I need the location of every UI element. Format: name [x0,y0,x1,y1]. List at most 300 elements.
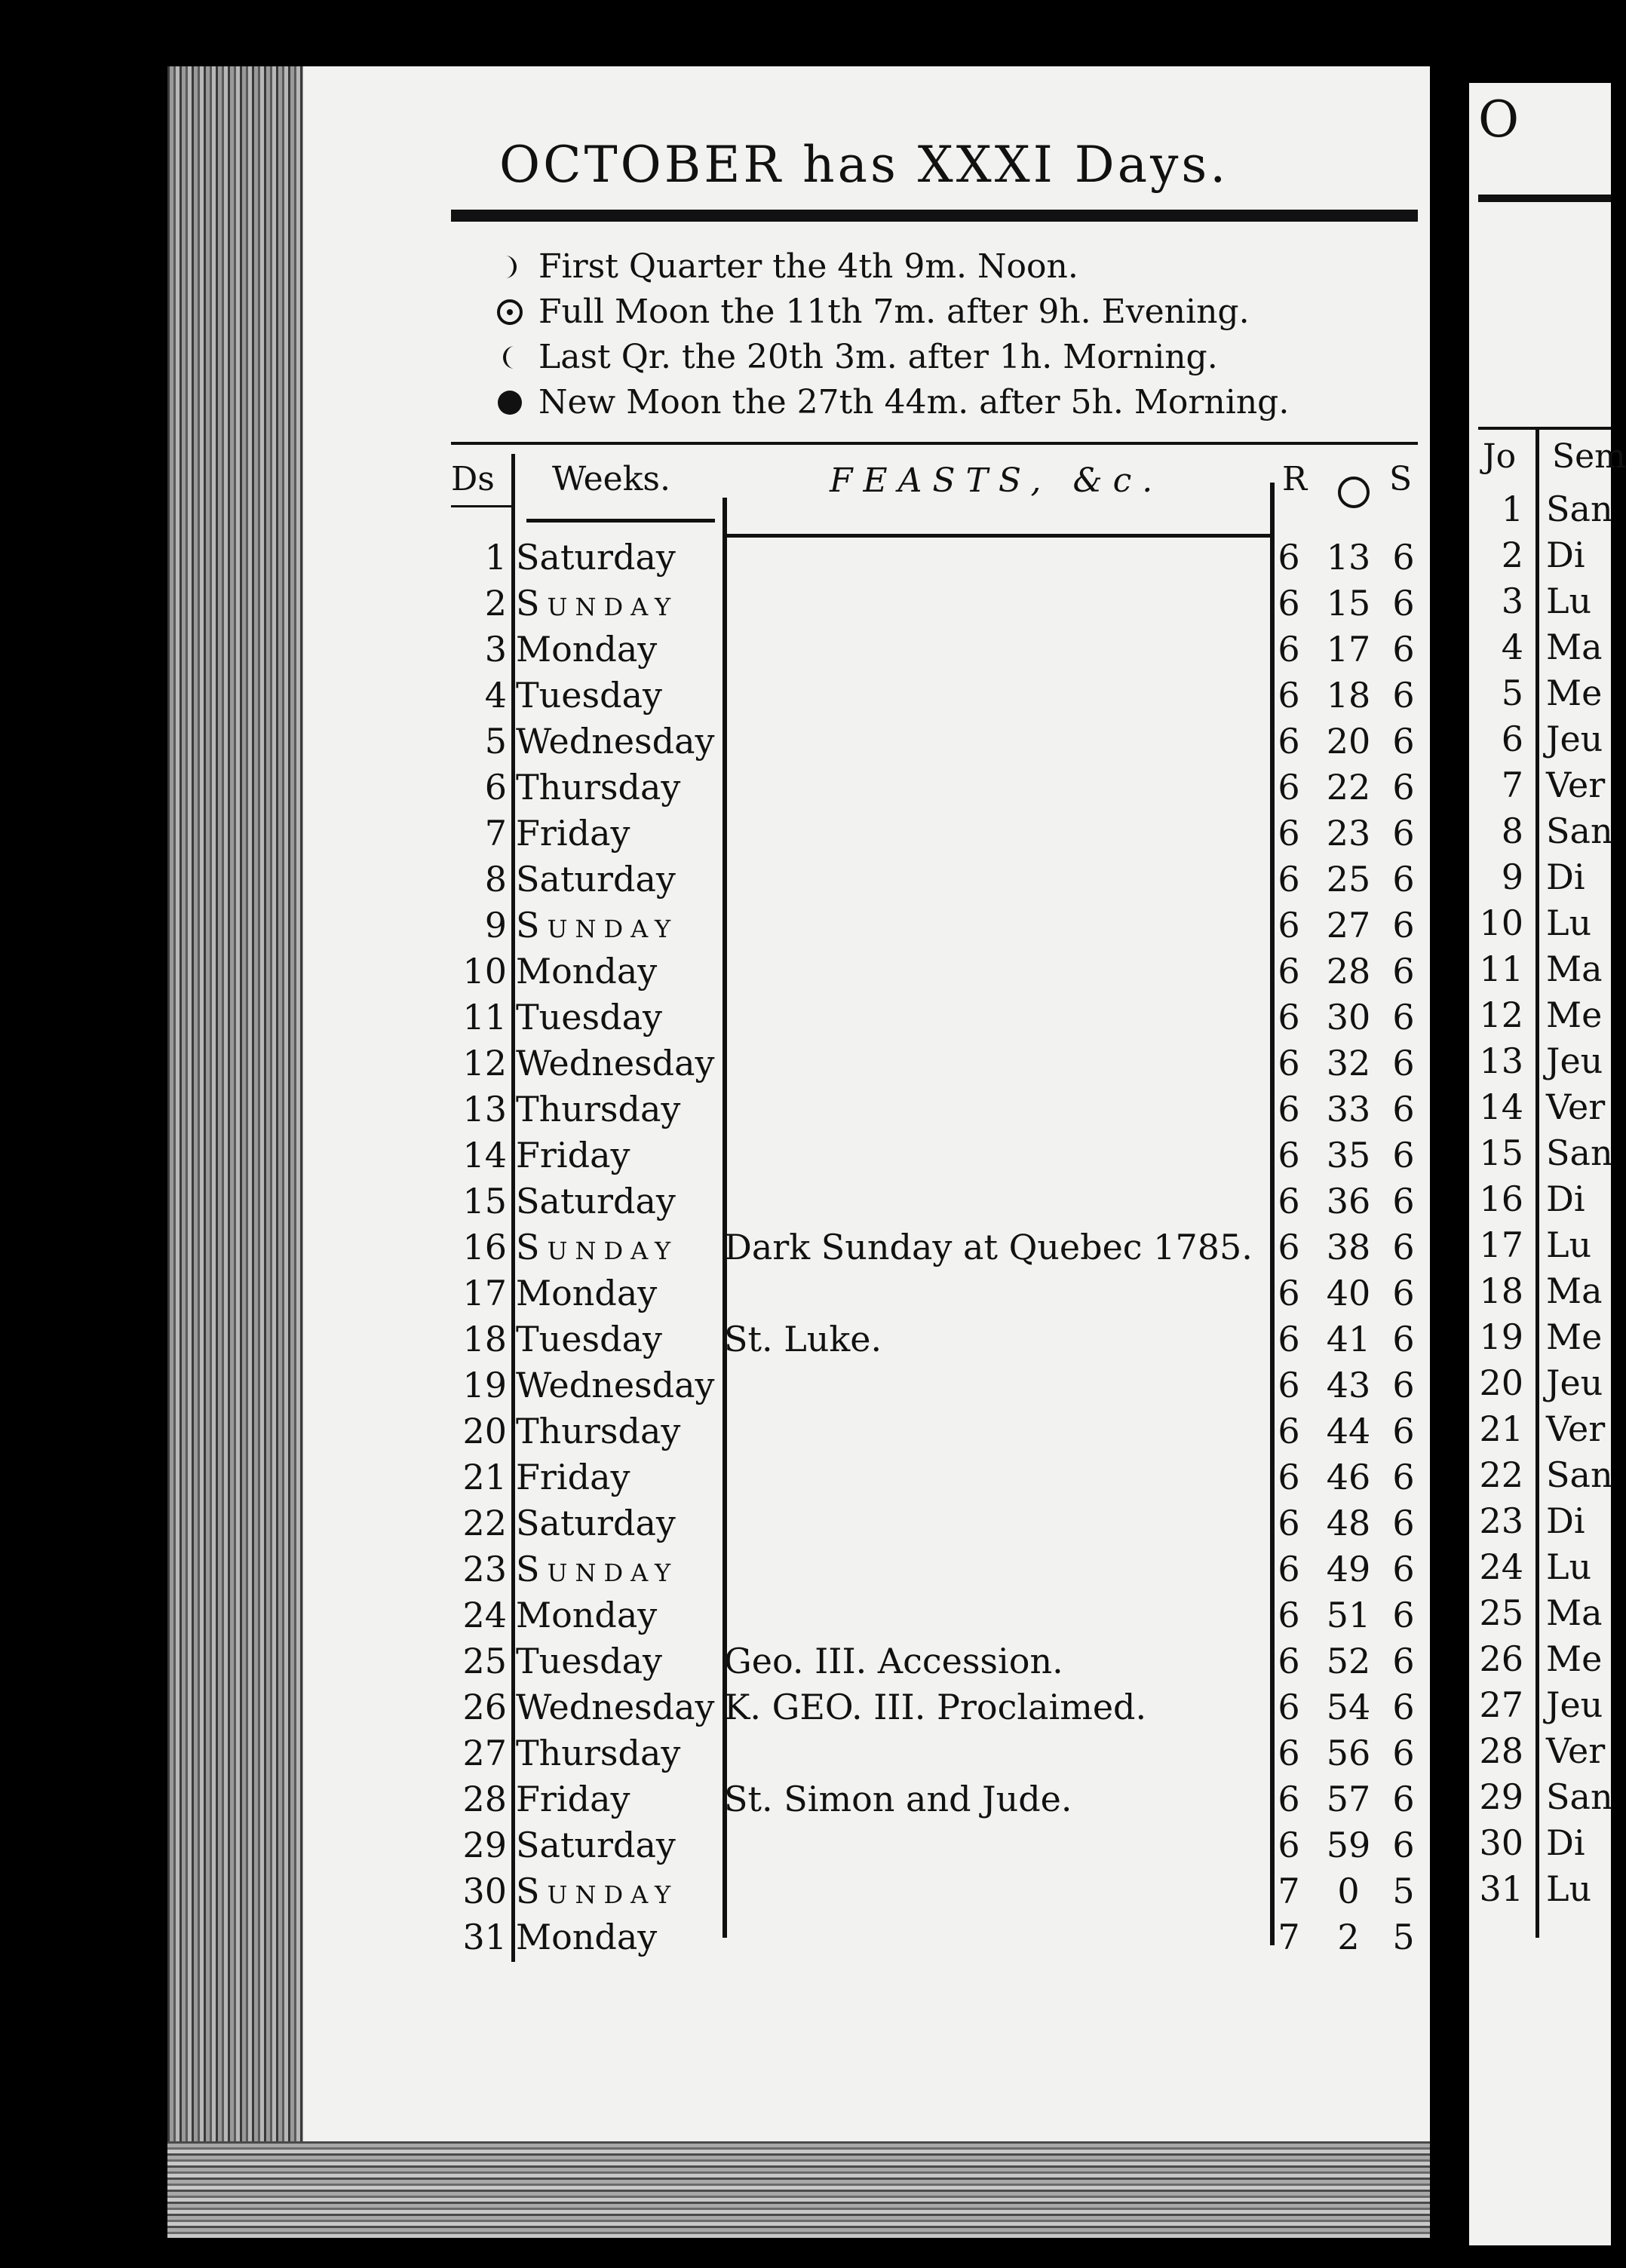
facing-day-number: 2 [1501,535,1523,575]
facing-calendar-row [1478,1362,1603,1408]
sunrise-hour: 6 [1278,767,1300,808]
facing-weekday: Ver [1546,1408,1606,1449]
sun-minutes: 52 [1326,1641,1371,1681]
sun-minutes: 41 [1326,1319,1371,1359]
day-number: 9 [484,905,507,946]
facing-calendar-row [1478,857,1585,902]
day-number: 30 [462,1871,507,1911]
facing-weekday: Ma [1546,1270,1603,1311]
facing-day-number: 4 [1501,627,1523,667]
sunrise-hour: 6 [1278,997,1300,1037]
day-number: 26 [462,1687,507,1727]
moon-phase-text: First Quarter the 4th 9m. Noon. [538,247,1078,286]
day-number: 3 [484,629,507,670]
weekday: Monday [516,951,658,991]
sun-minutes: 0 [1337,1871,1360,1911]
book-gutter [1430,30,1469,2254]
sunset-hour: 6 [1392,1733,1415,1773]
weekday: Monday [516,1595,658,1635]
sunset-hour: 6 [1392,1595,1415,1635]
sunrise-hour: 6 [1278,1089,1300,1129]
facing-weekday: Lu [1546,903,1592,943]
facing-day-number: 27 [1479,1684,1523,1725]
facing-day-number: 29 [1479,1776,1523,1817]
day-number: 14 [462,1135,507,1175]
calendar-row [422,629,1418,674]
facing-calendar-row [1478,489,1613,534]
sunrise-hour: 6 [1278,1641,1300,1681]
header-set: S [1389,460,1413,498]
facing-day-number: 5 [1501,673,1523,713]
facing-calendar-row [1478,1316,1602,1362]
sunrise-hour: 6 [1278,629,1300,670]
day-number: 2 [484,583,507,624]
day-number: 13 [462,1089,507,1129]
facing-calendar-row [1478,1776,1613,1822]
sun-minutes: 17 [1326,629,1371,670]
day-number: 20 [462,1411,507,1451]
day-number: 5 [484,721,507,762]
day-number: 29 [462,1825,507,1865]
day-number: 24 [462,1595,507,1635]
facing-weekday: Ver [1546,1086,1606,1127]
calendar-row [422,767,1418,812]
facing-calendar-row [1478,1132,1613,1178]
sunset-hour: 6 [1392,813,1415,854]
weekday: Monday [516,1273,658,1313]
facing-weekday: Lu [1546,1868,1592,1909]
sun-minutes: 57 [1326,1779,1371,1819]
sun-minutes: 43 [1326,1365,1371,1405]
calendar-row [422,997,1418,1042]
facing-calendar-row [1478,1178,1585,1224]
facing-calendar-row [1478,811,1613,856]
day-number: 15 [462,1181,507,1221]
day-number: 1 [484,537,507,578]
facing-calendar-row [1478,949,1603,994]
sunrise-hour: 6 [1278,1457,1300,1497]
weekday: Saturday [516,1825,676,1865]
weekday: Friday [516,1135,630,1175]
facing-header-rule [1478,427,1611,430]
sunset-hour: 6 [1392,1549,1415,1589]
facing-calendar-row [1478,673,1602,718]
sunrise-hour: 6 [1278,951,1300,991]
sun-minutes: 56 [1326,1733,1371,1773]
weekday: Monday [516,629,658,670]
sunrise-hour: 6 [1278,1181,1300,1221]
facing-day-number: 24 [1479,1546,1523,1587]
moon-phase-full-moon [496,293,1250,331]
facing-weekday: Lu [1546,1546,1592,1587]
calendar-row [422,1687,1418,1732]
sun-minutes: 2 [1337,1917,1360,1957]
sunset-hour: 6 [1392,537,1415,578]
weekday: Thursday [516,1411,681,1451]
sunset-hour: 6 [1392,1687,1415,1727]
facing-calendar-row [1478,1730,1605,1776]
weeks-rule [526,519,715,523]
sunrise-hour: 7 [1278,1917,1300,1957]
sunrise-hour: 6 [1278,721,1300,762]
sun-minutes: 40 [1326,1273,1371,1313]
sunset-hour: 6 [1392,721,1415,762]
feast: St. Simon and Jude. [724,1779,1072,1819]
facing-day-number: 14 [1479,1086,1523,1127]
sun-minutes: 36 [1326,1181,1371,1221]
sunrise-hour: 7 [1278,1871,1300,1911]
page-title: OCTOBER has XXXI Days. [499,136,1229,194]
day-number: 10 [462,951,507,991]
day-number: 6 [484,767,507,808]
sun-minutes: 32 [1326,1043,1371,1083]
facing-day-number: 11 [1479,949,1523,989]
facing-calendar-row [1478,719,1603,764]
calendar-row [422,1871,1418,1916]
facing-calendar-row [1478,1822,1585,1868]
facing-day-number: 12 [1479,995,1523,1035]
calendar-row [422,1411,1418,1456]
feast: Dark Sunday at Quebec 1785. [724,1227,1253,1267]
ds-header-rule [451,505,511,507]
calendar-row [422,1733,1418,1778]
facing-calendar-row [1478,1086,1605,1132]
sun-minutes: 25 [1326,859,1371,900]
facing-weekday: Ma [1546,949,1603,989]
weekday: Thursday [516,767,681,808]
facing-weekday: Jeu [1546,1362,1603,1403]
sun-minutes: 44 [1326,1411,1371,1451]
header-rise: R [1282,460,1308,498]
sunset-hour: 6 [1392,1319,1415,1359]
sunrise-hour: 6 [1278,1411,1300,1451]
calendar-row [422,1181,1418,1226]
sunset-hour: 6 [1392,905,1415,946]
sun-minutes: 46 [1326,1457,1371,1497]
day-number: 8 [484,859,507,900]
moon-phase-last-quarter [496,338,1218,376]
day-number: 28 [462,1779,507,1819]
facing-day-number: 3 [1501,581,1523,621]
weekday: Tuesday [516,675,662,716]
weekday: Wednesday [516,1687,715,1727]
weekday: Sunday [516,1549,679,1589]
sun-minutes: 27 [1326,905,1371,946]
day-number: 12 [462,1043,507,1083]
sun-minutes: 59 [1326,1825,1371,1865]
facing-day-number: 26 [1479,1638,1523,1679]
sunset-hour: 5 [1392,1917,1415,1957]
title-rule [451,210,1418,222]
calendar-row [422,951,1418,996]
sun-minutes: 18 [1326,675,1371,716]
facing-calendar-row [1478,581,1591,626]
calendar-row [422,1549,1418,1594]
facing-calendar-row [1478,765,1605,810]
moon-phase-first-quarter [496,247,1078,286]
sunset-hour: 6 [1392,1503,1415,1543]
sunset-hour: 6 [1392,1181,1415,1221]
weekday: Saturday [516,1181,676,1221]
calendar-row [422,1825,1418,1870]
sunset-hour: 6 [1392,767,1415,808]
facing-weekday: Di [1546,1178,1585,1219]
calendar-row [422,1779,1418,1824]
sunrise-hour: 6 [1278,675,1300,716]
calendar-row [422,859,1418,904]
sunset-hour: 6 [1392,1779,1415,1819]
facing-weekday: Lu [1546,1224,1592,1265]
facing-weekday: Di [1546,535,1585,575]
sunset-hour: 6 [1392,1043,1415,1083]
sunrise-hour: 6 [1278,537,1300,578]
calendar-row [422,1917,1418,1962]
weekday: Tuesday [516,1319,662,1359]
day-number: 11 [462,997,507,1037]
sunset-hour: 6 [1392,675,1415,716]
weekday: Thursday [516,1089,681,1129]
facing-calendar-row [1478,1684,1603,1730]
facing-calendar-row [1478,1224,1591,1270]
weekday: Saturday [516,1503,676,1543]
weekday: Saturday [516,859,676,900]
sunset-hour: 6 [1392,1825,1415,1865]
facing-day-number: 22 [1479,1454,1523,1495]
calendar-row [422,537,1418,582]
sun-minutes: 23 [1326,813,1371,854]
facing-calendar-row [1478,1592,1603,1638]
sun-minutes: 49 [1326,1549,1371,1589]
facing-calendar-row [1478,627,1603,672]
facing-day-number: 7 [1501,765,1523,805]
sunset-hour: 6 [1392,1227,1415,1267]
facing-header-days: Jo [1483,437,1517,476]
facing-day-number: 20 [1479,1362,1523,1403]
sunset-hour: 6 [1392,1135,1415,1175]
sunrise-hour: 6 [1278,1319,1300,1359]
day-number: 7 [484,813,507,854]
sunrise-hour: 6 [1278,1825,1300,1865]
facing-day-number: 13 [1479,1041,1523,1081]
facing-calendar-row [1478,1868,1591,1914]
sunset-hour: 5 [1392,1871,1415,1911]
header-days: Ds [451,460,495,498]
sun-minutes: 51 [1326,1595,1371,1635]
facing-weekday: Me [1546,1316,1603,1357]
feast: Geo. III. Accession. [724,1641,1063,1681]
facing-day-number: 9 [1501,857,1523,897]
day-number: 19 [462,1365,507,1405]
sunrise-hour: 6 [1278,1503,1300,1543]
new-moon-icon [496,389,523,416]
full-moon-icon [496,299,523,326]
calendar-row [422,1641,1418,1686]
sunrise-hour: 6 [1278,1687,1300,1727]
sunset-hour: 6 [1392,1089,1415,1129]
sunrise-hour: 6 [1278,1595,1300,1635]
facing-day-number: 23 [1479,1500,1523,1541]
weekday: Tuesday [516,997,662,1037]
sun-minutes: 20 [1326,721,1371,762]
facing-weekday: Lu [1546,581,1592,621]
sunrise-hour: 6 [1278,905,1300,946]
facing-day-number: 19 [1479,1316,1523,1357]
facing-weekday: Jeu [1546,1684,1603,1725]
facing-day-number: 10 [1479,903,1523,943]
facing-weekday: Me [1546,995,1603,1035]
sun-minutes: 13 [1326,537,1371,578]
sunrise-hour: 6 [1278,1365,1300,1405]
sunrise-hour: 6 [1278,583,1300,624]
sunrise-hour: 6 [1278,1135,1300,1175]
facing-day-number: 1 [1501,489,1523,529]
facing-calendar-row [1478,535,1585,580]
weekday: Friday [516,1779,630,1819]
day-number: 27 [462,1733,507,1773]
calendar-row [422,1043,1418,1088]
header-feasts: FEASTS, &c. [830,461,1164,500]
page-edges-bottom [167,2141,1433,2238]
facing-day-number: 30 [1479,1822,1523,1863]
feast: K. GEO. III. Proclaimed. [724,1687,1147,1727]
weekday: Saturday [516,537,676,578]
facing-day-number: 31 [1479,1868,1523,1909]
sunset-hour: 6 [1392,997,1415,1037]
facing-day-number: 28 [1479,1730,1523,1771]
calendar-row [422,721,1418,766]
facing-calendar-row [1478,1454,1613,1500]
facing-day-number: 21 [1479,1408,1523,1449]
moon-phase-new-moon [496,383,1289,421]
sunrise-hour: 6 [1278,859,1300,900]
facing-weekday: Me [1546,673,1603,713]
facing-weekday: San [1546,811,1613,851]
weekday: Friday [516,1457,630,1497]
calendar-row [422,1595,1418,1640]
sunrise-hour: 6 [1278,1227,1300,1267]
day-number: 31 [462,1917,507,1957]
weekday: Wednesday [516,721,715,762]
page-edges-left [167,66,303,2238]
facing-page-title: O [1478,90,1520,149]
facing-calendar-row [1478,1270,1603,1316]
weekday: Sunday [516,905,679,946]
sunrise-hour: 6 [1278,1779,1300,1819]
sun-minutes: 35 [1326,1135,1371,1175]
weekday: Wednesday [516,1365,715,1405]
calendar-row [422,1365,1418,1410]
calendar-row [422,1135,1418,1180]
sun-minutes: 30 [1326,997,1371,1037]
facing-weekday: Ver [1546,1730,1606,1771]
facing-weekday: San [1546,1454,1613,1495]
day-number: 4 [484,675,507,716]
facing-header-weeks: Sem [1552,437,1626,476]
facing-weekday: Di [1546,857,1585,897]
sun-minutes: 15 [1326,583,1371,624]
feast: St. Luke. [724,1319,882,1359]
sunset-hour: 6 [1392,1457,1415,1497]
facing-weekday: Jeu [1546,1041,1603,1081]
sunset-hour: 6 [1392,1641,1415,1681]
sunset-hour: 6 [1392,629,1415,670]
weekday: Monday [516,1917,658,1957]
facing-weekday: San [1546,489,1613,529]
sun-minutes: 54 [1326,1687,1371,1727]
facing-weekday: San [1546,1776,1613,1817]
day-number: 21 [462,1457,507,1497]
moon-phase-text: Full Moon the 11th 7m. after 9h. Evening. [538,293,1250,331]
facing-calendar-row [1478,903,1591,948]
weekday: Sunday [516,583,679,624]
facing-weekday: Ma [1546,1592,1603,1633]
sunrise-hour: 6 [1278,813,1300,854]
day-number: 18 [462,1319,507,1359]
calendar-row [422,1319,1418,1364]
facing-day-number: 18 [1479,1270,1523,1311]
sunset-hour: 6 [1392,1273,1415,1313]
day-number: 16 [462,1227,507,1267]
calendar-row [422,905,1418,950]
facing-day-number: 8 [1501,811,1523,851]
day-number: 22 [462,1503,507,1543]
calendar-row [422,1457,1418,1502]
calendar-row [422,1089,1418,1134]
calendar-row [422,675,1418,720]
facing-day-number: 16 [1479,1178,1523,1219]
sunrise-hour: 6 [1278,1043,1300,1083]
sun-minutes: 22 [1326,767,1371,808]
sunrise-hour: 6 [1278,1549,1300,1589]
facing-calendar-row [1478,1546,1591,1592]
facing-weekday: Di [1546,1822,1585,1863]
last-quarter-icon [496,344,523,371]
facing-calendar-row [1478,1041,1603,1086]
facing-weekday: Jeu [1546,719,1603,759]
weekday: Wednesday [516,1043,715,1083]
facing-title-rule [1478,195,1611,202]
weekday: Sunday [516,1871,679,1911]
facing-weekday: Me [1546,1638,1603,1679]
calendar-row [422,1273,1418,1318]
calendar-row [422,583,1418,628]
facing-calendar-row [1478,1408,1605,1454]
facing-calendar-row [1478,995,1602,1040]
facing-day-number: 17 [1479,1224,1523,1265]
sunset-hour: 6 [1392,583,1415,624]
calendar-row [422,1503,1418,1548]
weekday: Friday [516,813,630,854]
facing-weekday: San [1546,1132,1613,1173]
facing-weekday: Di [1546,1500,1585,1541]
sun-minutes: 28 [1326,951,1371,991]
sunset-hour: 6 [1392,1365,1415,1405]
sun-icon [1336,475,1371,510]
facing-day-number: 25 [1479,1592,1523,1633]
facing-weekday: Ver [1546,765,1606,805]
day-number: 23 [462,1549,507,1589]
moon-phase-text: Last Qr. the 20th 3m. after 1h. Morning. [538,338,1218,376]
sun-minutes: 38 [1326,1227,1371,1267]
header-top-rule [451,442,1418,445]
sun-minutes: 33 [1326,1089,1371,1129]
day-number: 17 [462,1273,507,1313]
facing-day-number: 6 [1501,719,1523,759]
facing-calendar-row [1478,1500,1585,1546]
facing-weekday: Ma [1546,627,1603,667]
weekday: Thursday [516,1733,681,1773]
sunrise-hour: 6 [1278,1273,1300,1313]
